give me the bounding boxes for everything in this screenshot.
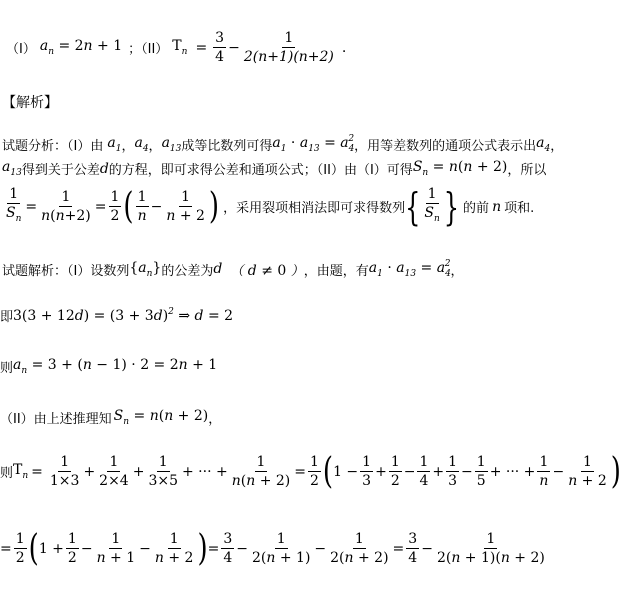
analysis-text: 的方程，即可求得公差和通项公式；（II）由（I）可得	[108, 163, 413, 178]
t-label: $T_n$	[172, 38, 188, 57]
term-1-3: $\frac{1}{1\times 3}$	[49, 454, 80, 489]
solution-text: ，由题，有	[303, 263, 369, 279]
half-fraction: $\frac{1}{2}$	[15, 531, 25, 566]
section-title-text: 【解析】	[2, 95, 58, 111]
part1-equation: $a_n = 2n + 1$	[39, 38, 123, 57]
answer-line	[6, 30, 346, 65]
term-3-5: $\frac{1}{3\times 5}$	[148, 454, 178, 489]
sum-formula: $S_n = n(n + 2)$	[113, 408, 209, 427]
section-title	[2, 92, 58, 112]
analysis-text: ，用等差数列的通项公式表示出	[354, 138, 537, 154]
answer-separator: ；（II）	[128, 42, 169, 57]
solution-line-1	[2, 259, 464, 279]
final-three-quarters: $\frac{3}{4}$	[408, 531, 418, 566]
analysis-text: 得到关于公差	[21, 163, 100, 178]
solution-prefix: 则	[0, 466, 14, 481]
analysis-line-3: $\frac{1}{S_n}$ = $\frac{1}{n(n+2)}$ = $\frac{1}{2}$ ( $\frac{1}{n}$ − $\frac{1}{n + 2}$ ) ，采用裂项相消法即可求得数列 { $\frac{1}{S_n}$ } 的前 n 项和.	[6, 184, 535, 229]
analysis-line-1	[2, 134, 563, 154]
sequence-reciprocal: $\frac{1}{S_n}$	[424, 186, 440, 224]
general-term: $a_n = 3 + (n - 1) \cdot 2 = 2n + 1$	[13, 357, 218, 376]
sum-formula: $S_n = n(n + 2)$	[412, 159, 508, 178]
a1-term: $a_1$	[107, 134, 122, 154]
analysis-line-2	[2, 159, 546, 178]
comma: ，	[208, 412, 222, 427]
half-fraction: $\frac{1}{2}$	[309, 454, 319, 489]
solution-line-4	[0, 408, 221, 427]
a13-term: $a_{13}$	[161, 134, 182, 154]
n-variable: n	[492, 198, 502, 215]
analysis-text: 的前	[463, 201, 490, 216]
solution-line-2	[0, 306, 233, 325]
a4-term: $a_4$	[536, 134, 551, 154]
reciprocal-product: $\frac{1}{n(n+2)}$	[41, 189, 91, 224]
analysis-text: 项和.	[504, 201, 535, 216]
term-2-4: $\frac{1}{2\times 4}$	[99, 454, 129, 489]
d-variable: d	[213, 261, 223, 277]
comma: ，	[450, 263, 464, 279]
analysis-text: ，所以	[507, 163, 547, 178]
term-n: $\frac{1}{n(n + 2)}$	[231, 454, 291, 489]
t-equals: =	[195, 39, 208, 56]
solution-text: 的公差为	[161, 263, 214, 279]
analysis-prefix: 试题分析：（I）由	[2, 138, 104, 154]
d-variable: d	[99, 160, 109, 177]
part1-label: （I）	[6, 42, 36, 57]
final-fraction: $\frac{1}{2(n + 1)(n + 2)}$	[436, 531, 545, 566]
reciprocal-sn: $\frac{1}{S_n}$	[6, 186, 22, 224]
geometric-condition: $a_1 \cdot a_{13} = a_4^2$	[272, 134, 355, 154]
answer-end: .	[341, 39, 347, 56]
t-fraction-2: $\frac{1}{2(n+1)(n+2)}$	[243, 30, 334, 65]
comma: ，	[550, 138, 564, 154]
solution-prefix: （II）由上述推理知	[0, 412, 112, 427]
d-condition: （ d ≠ 0 ）	[230, 262, 304, 279]
solution-line-5: 则 $T_n$ = $\frac{1}{1\times 3}$ + $\frac{1}{2\times 4}$ + $\frac{1}{3\times 5}$ + ··· + $\frac{1}{n(n + 2)}$ = $\frac{1}{2}$ ( 1 − $\frac{1}{3}$ + $\frac{1}{2}$ − $\frac{1}{4}$ + $\frac{1}{3}$ − $\frac{1}{5}$ + ··· + $\frac{1}{n}$ − $\frac{1}{n + 2}$ )	[0, 450, 621, 493]
sequence-an: $\{a_n\}$	[129, 259, 162, 279]
a4-term: $a_4$	[134, 134, 149, 154]
analysis-text: 成等比数列可得	[181, 138, 273, 154]
equation-d: $3(3 + 12d) = (3 + 3d)^2$ ⇒ d = 2	[13, 307, 234, 324]
geometric-condition: $a_1 \cdot a_{13} = a_4^2$	[368, 259, 451, 279]
one-over-n: $\frac{1}{n}$	[137, 189, 147, 224]
solution-prefix: 则	[0, 361, 14, 376]
comma: ，	[121, 138, 135, 154]
solution-line-3	[0, 357, 217, 376]
t-fraction-1: $\frac{3}{4}$	[215, 30, 225, 65]
solution-line-6: = $\frac{1}{2}$ ( 1 + $\frac{1}{2}$ − $\frac{1}{n + 1}$ − $\frac{1}{n + 2}$ ) = $\frac{3}{4}$ − $\frac{1}{2(n + 1)}$ − $\frac{1}{2(n + 2)}$ = $\frac{3}{4}$ − $\frac{1}{2(n + 1)(n + 2)}$	[0, 527, 545, 570]
half-fraction: $\frac{1}{2}$	[110, 189, 120, 224]
tn-label: $T_n$	[13, 462, 29, 481]
one-over-n-plus-2: $\frac{1}{n + 2}$	[166, 189, 205, 224]
equals-sign: =	[0, 540, 12, 557]
a13-term: $a_{13}$	[2, 159, 22, 178]
analysis-text: ，采用裂项相消法即可求得数列	[223, 201, 406, 216]
t-minus: −	[228, 39, 240, 56]
solution-prefix: 试题解析：（I）设数列	[2, 263, 130, 279]
solution-prefix: 即	[0, 310, 14, 325]
comma: ，	[148, 138, 162, 154]
